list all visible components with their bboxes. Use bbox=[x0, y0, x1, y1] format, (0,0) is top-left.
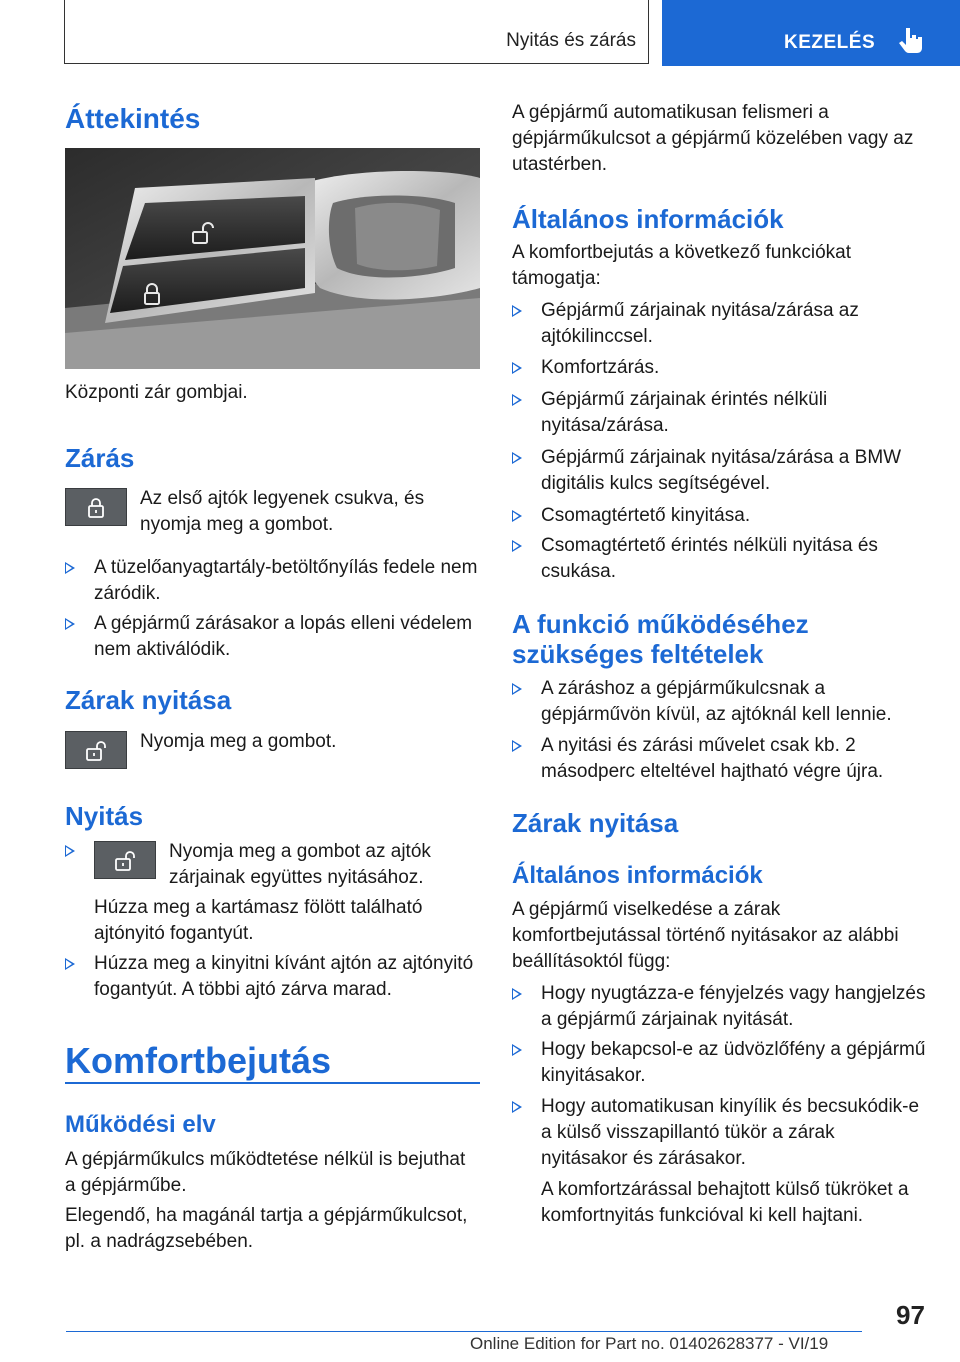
photo-caption: Központi zár gombjai. bbox=[65, 382, 248, 403]
triangle-bullet-icon bbox=[512, 988, 522, 1000]
heading-overview: Áttekintés bbox=[65, 103, 201, 134]
heading-unlock-right: Zárak nyitása bbox=[512, 808, 679, 838]
triangle-bullet-icon bbox=[512, 1044, 522, 1056]
heading-unlock: Zárak nyitása bbox=[65, 685, 232, 715]
heading-general-info-2: Általános információk bbox=[512, 862, 763, 889]
heading-general-info: Általános információk bbox=[512, 204, 784, 234]
triangle-bullet-icon bbox=[512, 305, 522, 317]
triangle-bullet-icon bbox=[512, 362, 522, 374]
behavior-follow-text: A komfortzárással behajtott külső tükröket a komfortnyitás funkcióval ki kell hajtani. bbox=[541, 1179, 909, 1226]
triangle-bullet-icon bbox=[512, 452, 522, 464]
heading-requirements: A funkció működéséhez szükséges feltételek bbox=[512, 609, 809, 669]
triangle-bullet-icon bbox=[512, 510, 522, 522]
general2-paragraph: A gépjármű viselkedése a zárak komfortbejutással történő nyitásakor az alábbi beállításoktól függ: bbox=[512, 899, 899, 972]
page-number: 97 bbox=[896, 1300, 925, 1330]
section-title: Nyitás és zárás bbox=[506, 30, 636, 51]
heading-principle: Működési elv bbox=[65, 1111, 216, 1138]
heading-opening: Nyitás bbox=[65, 801, 144, 831]
principle-paragraph: Elegendő, ha magánál tartja a gépjárműkulcsot, pl. a nadrágzsebében. bbox=[65, 1205, 468, 1252]
triangle-bullet-icon bbox=[512, 394, 522, 406]
triangle-bullet-icon bbox=[65, 958, 75, 970]
chapter-tab[interactable] bbox=[662, 0, 960, 66]
heading-comfort-access: Komfortbejutás bbox=[65, 1040, 332, 1081]
hand-pointer-icon bbox=[898, 26, 924, 54]
triangle-bullet-icon bbox=[65, 618, 75, 630]
closing-text: Az első ajtók legyenek csukva, és nyomja meg a gombot. bbox=[140, 488, 425, 535]
opening-step-text: Nyomja meg a gombot az ajtók zárjainak együttes nyitásához. bbox=[169, 841, 431, 888]
header-frame bbox=[64, 0, 649, 64]
principle-paragraph: A gépjárműkulcs működtetése nélkül is bejuthat a gépjárműbe. bbox=[65, 1149, 466, 1196]
general-paragraph: A komfortbejutás a következő funkciókat támogatja: bbox=[512, 242, 852, 289]
lock-button-image bbox=[65, 488, 127, 526]
unlock-icon bbox=[114, 850, 140, 872]
unlock-text: Nyomja meg a gombot. bbox=[140, 731, 337, 752]
unlock-button-image bbox=[65, 731, 127, 769]
triangle-bullet-icon bbox=[512, 683, 522, 695]
footer-rule bbox=[66, 1331, 862, 1332]
intro-paragraph: A gépjármű automatikusan felismeri a gépjárműkulcsot a gépjármű közelében vagy az utastérben. bbox=[512, 102, 914, 175]
triangle-bullet-icon bbox=[512, 540, 522, 552]
heading-rule bbox=[65, 1082, 480, 1084]
triangle-bullet-icon bbox=[512, 740, 522, 752]
heading-closing: Zárás bbox=[65, 443, 135, 473]
chapter-tab-label: KEZELÉS bbox=[784, 32, 876, 53]
opening-follow-text: Húzza meg a kartámasz fölött található ajtónyitó fogantyút. bbox=[94, 897, 423, 944]
unlock-icon bbox=[85, 740, 111, 762]
lock-icon bbox=[85, 497, 109, 519]
door-lock-buttons-photo bbox=[65, 148, 480, 369]
footer-edition: Online Edition for Part no. 01402628377 - VI/19 bbox=[470, 1334, 829, 1353]
triangle-bullet-icon bbox=[512, 1101, 522, 1113]
unlock-button-image bbox=[94, 841, 156, 879]
triangle-bullet-icon bbox=[65, 845, 75, 857]
triangle-bullet-icon bbox=[65, 562, 75, 574]
